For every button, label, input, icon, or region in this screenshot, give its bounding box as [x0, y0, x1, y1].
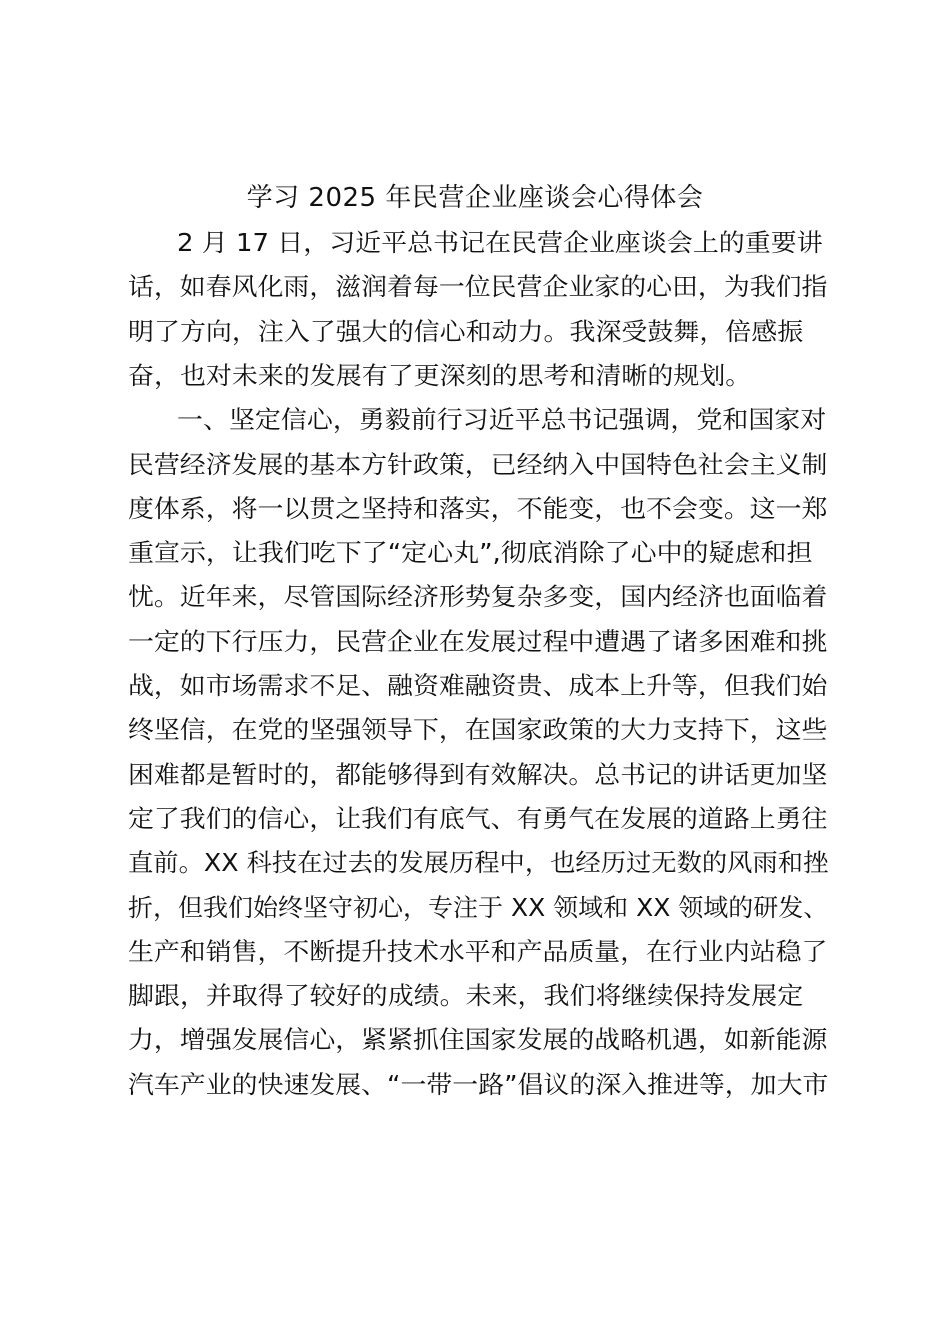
body-line: 终坚信，在党的坚强领导下，在国家政策的大力支持下，这些	[128, 715, 828, 745]
body-line: 力，增强发展信心，紧紧抓住国家发展的战略机遇，如新能源	[128, 1025, 828, 1055]
body-line: 困难都是暂时的，都能够得到有效解决。总书记的讲话更加坚	[128, 759, 828, 789]
body-line: 战，如市场需求不足、融资难融资贵、成本上升等，但我们始	[128, 671, 828, 700]
body-line: 话，如春风化雨，滋润着每一位民营企业家的心田，为我们指	[128, 272, 828, 302]
body-line: 忧。近年来，尽管国际经济形势复杂多变，国内经济也面临着	[128, 582, 828, 612]
body-line: 一、坚定信心，勇毅前行习近平总书记强调，党和国家对	[177, 405, 827, 435]
body-line: 生产和销售，不断提升技术水平和产品质量，在行业内站稳了	[128, 936, 828, 966]
body-line: 直前。XX 科技在过去的发展历程中，也经历过无数的风雨和挫	[128, 848, 829, 878]
body-line: 重宣示，让我们吃下了“定心丸”,彻底消除了心中的疑虑和担	[128, 538, 813, 568]
body-line: 折，但我们始终坚守初心，专注于 XX 领域和 XX 领域的研发、	[128, 892, 829, 922]
document-title: 学习 2025 年民营企业座谈会心得体会	[246, 183, 704, 213]
body-line: 明了方向，注入了强大的信心和动力。我深受鼓舞，倍感振	[128, 316, 804, 346]
body-line: 奋，也对未来的发展有了更深刻的思考和清晰的规划。	[128, 360, 752, 390]
body-line: 2 月 17 日，习近平总书记在民营企业座谈会上的重要讲	[177, 228, 823, 257]
body-line: 脚跟，并取得了较好的成绩。未来，我们将继续保持发展定	[128, 981, 804, 1011]
body-line: 定了我们的信心，让我们有底气、有勇气在发展的道路上勇往	[128, 803, 828, 833]
body-line: 度体系，将一以贯之坚持和落实，不能变，也不会变。这一郑	[128, 493, 828, 523]
body-line: 民营经济发展的基本方针政策，已经纳入中国特色社会主义制	[128, 449, 828, 479]
body-line: 一定的下行压力，民营企业在发展过程中遭遇了诸多困难和挑	[128, 626, 828, 656]
body-line: 汽车产业的快速发展、“一带一路”倡议的深入推进等，加大市	[128, 1069, 829, 1099]
